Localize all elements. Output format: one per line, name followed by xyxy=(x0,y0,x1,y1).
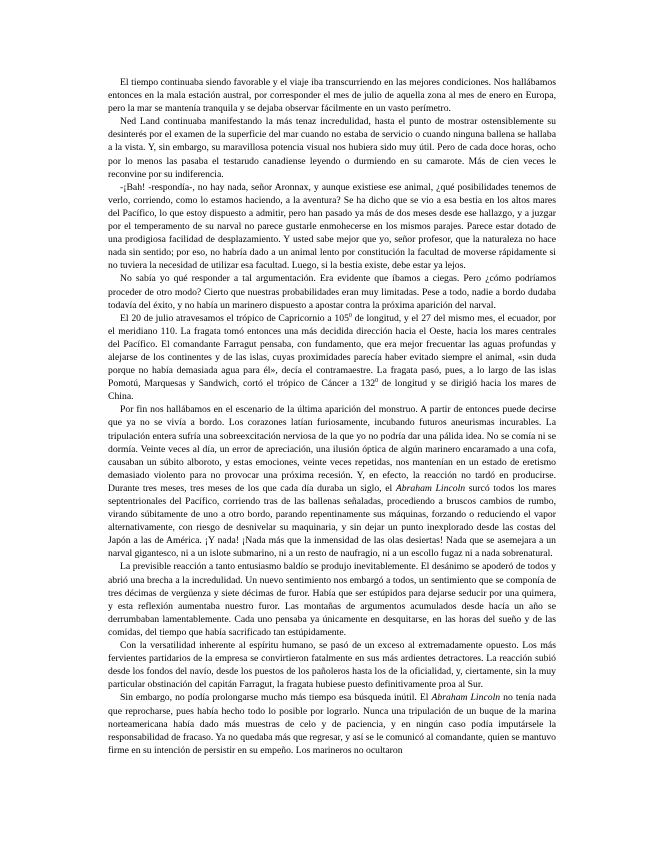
text-run: Sin embargo, no podía prolongarse mucho más tiempo esa búsqueda inútil. El xyxy=(120,692,432,704)
text-run: de longitud y se dirigió hacia los mares de China. xyxy=(108,378,556,403)
degree-superscript: 0 xyxy=(375,377,379,384)
paragraph-3: -¡Bah! -respondía-, no hay nada, señor Aronnax, y aunque existiese ese animal, ¿qué posibilidades tenemos de verlo, corriendo, como lo estamos haciendo, a la aventura? Se ha dicho que se vio a esa bestia en los altos mares del Pacífico, lo que estoy dispuesto a admitir, pero han pasado ya más de dos meses desde ese hallazgo, y a juzgar por el temperamento de su narval no parece gustarle enmohecerse en los mismos parajes. Parece estar dotado de una prodigiosa facilidad de desplazamiento. Y usted sabe mejor que yo, señor profesor, que la naturaleza no hace nada sin sentido; por eso, no habría dado a un animal lento por constitución la facultad de moverse rápidamente si no tuviera la necesidad de utilizar esa facultad. Luego, si la bestia existe, debe estar ya lejos. xyxy=(108,181,556,272)
paragraph-6 xyxy=(108,403,556,560)
text-run: de longitud, y el 27 del mismo mes, el ecuador, por el meridiano 110. La fragata tomó entonces una más decidida dirección hacia el Oeste, hacia los mares centrales del Pacífico. El comandante Farragut pensaba, con fundamento, que era mejor frecuentar las aguas profundas y alejarse de los continentes y de las islas, cuyas proximidades parecía haber evitado siempre el animal, «sin duda porque no había demasiada agua para él», decía el contramaestre. La fragata pasó, pues, a lo largo de las islas Pomotú, Marquesas y Sandwich, cortó el trópico de Cáncer a 132 xyxy=(108,312,557,390)
paragraph-8: Con la versatilidad inherente al espíritu humano, se pasó de un exceso al extremadamente opuesto. Los más fervientes partidarios de la empresa se convirtieron fatalmente en sus más ardientes detractores. La reacción subió desde los fondos del navío, desde los puestos de los pañoleros hasta los de la oficialidad, y, ciertamente, sin la muy particular obstinación del capitán Farragut, la fragata hubiese puesto definitivamente proa al Sur. xyxy=(108,640,556,691)
text-run: surcó todos los mares septentrionales del Pacífico, corriendo tras de las ballenas señaladas, procediendo a bruscos cambios de rumbo, virando súbitamente de uno a otro bordo, parando repentinamente sus máquinas, forzando o reduciendo el vapor alternativamente, con riesgo de desnivelar su maquinaria, y sin dejar un punto inexplorado desde las costas del Japón a las de América. ¡Y nada! ¡Nada más que la inmensidad de las olas desiertas! Nada que se asemejara a un narval gigantesco, ni a un islote submarino, ni a un resto de naufragio, ni a un escollo fugaz ni a nada sobrenatural. xyxy=(108,482,556,560)
paragraph-7: La previsible reacción a tanto entusiasmo baldío se produjo inevitablemente. El desánimo se apoderó de todos y abrió una brecha a la incredulidad. Un nuevo sentimiento nos embargó a todos, un sentimiento que se componía de tres décimas de vergüenza y siete décimas de furor. Había que ser estúpidos para dejarse seducir por una quimera, y esta reflexión aumentaba nuestro furor. Las montañas de argumentos acumulados desde hacía un año se derrumbaban lamentablemente. Cada uno pensaba ya únicamente en desquitarse, en las horas del sueño y de las comidas, del tiempo que había sacrificado tan estúpidamente. xyxy=(108,561,556,638)
degree-superscript: 0 xyxy=(348,312,352,319)
page-body xyxy=(108,76,556,757)
paragraph-5 xyxy=(108,312,556,404)
text-run: Por fin nos hallábamos en el escenario de la última aparición del monstruo. A partir de entonces puede decirse que ya no se vivía a bordo. Los corazones latían furiosamente, incubando futuros aneurismas incurables. La tripulación entera sufría una sobreexcitación nerviosa de la que yo no podría dar una pálida idea. No se comía ni se dormía. Veinte veces al día, un error de apreciación, una ilusión óptica de algún marinero encaramado a una cofa, causaban un súbito alboroto, y estas emociones, veinte veces repetidas, nos mantenían en un estado de eretismo demasiado violento para no provocar una próxima recesión. Y, en efecto, la reacción no tardó en producirse. Durante tres meses, tres meses de los que cada día duraba un siglo, el xyxy=(108,404,556,494)
text-run: El 20 de julio atravesamos el trópico de Capricornio a 105 xyxy=(120,312,349,324)
ship-name: Abraham Lincoln xyxy=(395,482,466,494)
paragraph-1: El tiempo continuaba siendo favorable y el viaje iba transcurriendo en las mejores condiciones. Nos hallábamos entonces en la mala estación austral, por corresponder el mes de julio de aquella zona al mes de enero en Europa, pero la mar se mantenía tranquila y se dejaba observar fácilmente en un vasto perímetro. xyxy=(108,77,556,115)
ship-name: Abraham Lincoln xyxy=(431,692,501,704)
paragraph-2: Ned Land continuaba manifestando la más tenaz incredulidad, hasta el punto de mostrar ostensiblemente su desinterés por el examen de la superficie del mar cuando no estaba de servicio o cuando ninguna ballena se hallaba a la vista. Y, sin embargo, su maravillosa potencia visual nos hubiera sido muy útil. Pero de cada doce horas, ocho por lo menos las pasaba el testarudo canadiense leyendo o durmiendo en su camarote. Más de cien veces le reconvine por su indiferencia. xyxy=(108,116,556,180)
text-run: no tenía nada que reprocharse, pues había hecho todo lo posible por lograrlo. Nunca una tripulación de un buque de la marina norteamericana había dado más muestras de celo y de paciencia, y en ningún caso podía imputársele la responsabilidad de fracaso. Ya no quedaba más que regresar, y así se le comunicó al comandante, quien se mantuvo firme en su intención de persistir en su empeño. Los marineros no ocultaron xyxy=(108,692,556,756)
paragraph-9 xyxy=(108,691,556,756)
paragraph-4: No sabía yo qué responder a tal argumentación. Era evidente que íbamos a ciegas. Pero ¿cómo podríamos proceder de otro modo? Cierto que nuestras probabilidades eran muy limitadas. Pese a todo, nadie a bordo dudaba todavía del éxito, y no había un marinero dispuesto a apostar contra la próxima aparición del narval. xyxy=(108,273,556,311)
